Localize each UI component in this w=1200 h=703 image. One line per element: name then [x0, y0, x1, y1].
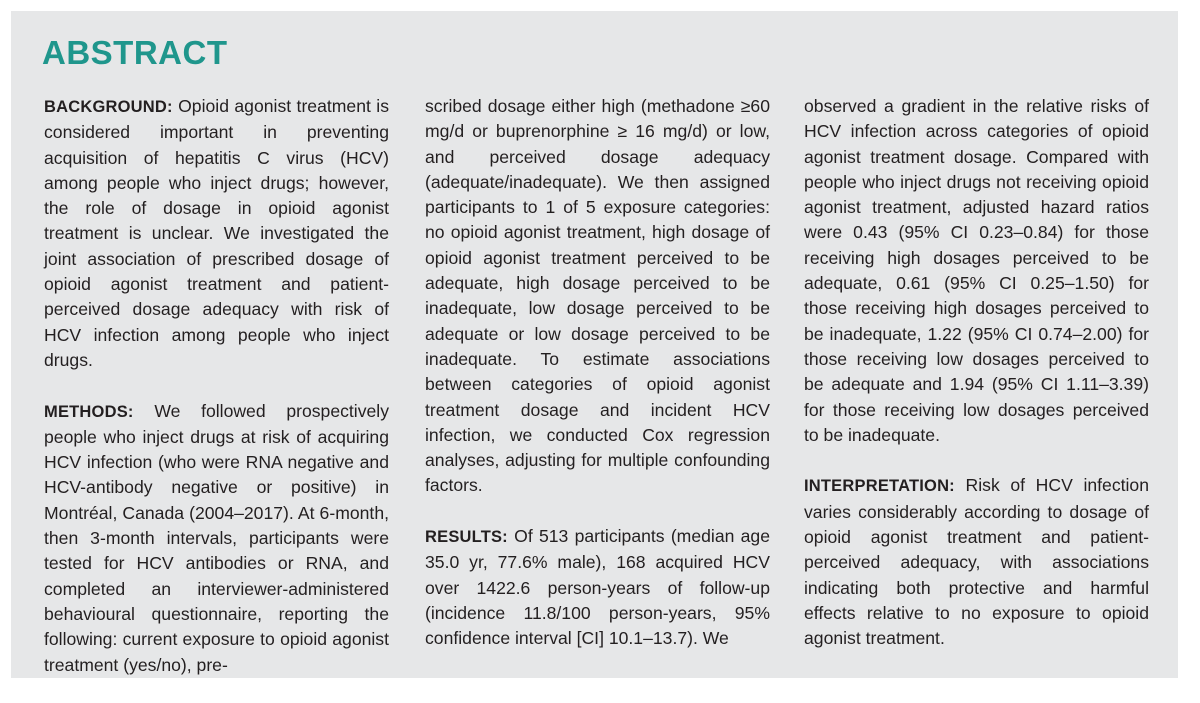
column-2 [425, 94, 770, 677]
column-1 [44, 94, 389, 703]
methods-text-part1: We followed prospectively people who inject drugs at risk of acquiring HCV infection (who were RNA negative and HCV-antibody negative or positive) in Montréal, Canada (2004–2017). At 6-month, then 3-month intervals, participants were tested for HCV antibodies or RNA, and completed an interviewer-administered behavioural questionnaire, reporting the following: current exposure to opioid agonist treatment (yes/no), pre [44, 400, 390, 675]
interpretation-heading: INTERPRETATION: [804, 477, 955, 496]
methods-heading: METHODS: [44, 402, 134, 421]
background-text: Opioid agonist treatment is considered important in preventing acquisition of hepatitis C virus (HCV) among people who inject drugs; however, the role of dosage in opioid agonist treatment is unclear. We investigated the joint association of prescribed dosage of opioid agonist treatment and patient-perceived dosage adequacy with risk of HCV infection among people who inject drugs. [44, 96, 389, 370]
interpretation-text: Risk of HCV infection varies considerably according to dosage of opioid agonist treatment and patient-perceived adequacy, with associations indicating both protective and harmful effects relative to no exposure to opioid agonist treatment. [804, 475, 1149, 649]
methods-paragraph: METHODS: We followed prospectively people who inject drugs at risk of acquiring HCV infection (who were RNA negative and HCV-antibody negative or positive) in Montréal, Canada (2004–2017). At 6-month, then 3-month intervals, participants were tested for HCV antibodies or RNA, and completed an interviewer-administered behavioural questionnaire, reporting the following: current exposure to opioid agonist treatment (yes/no), pre- [44, 400, 390, 675]
results-heading: RESULTS: [425, 528, 508, 547]
interpretation-paragraph [804, 473, 1149, 651]
abstract-panel [11, 11, 1178, 678]
column-3 [804, 94, 1149, 677]
methods-text-part2: scribed dosage either high (methadone ≥60 mg/d or buprenorphine ≥ 16 mg/d) or low, and perceived dosage adequacy (adequate/inadequate). We then assigned participants to 1 of 5 exposure categories: no opioid agonist treatment, high dosage of opioid agonist treatment perceived to be adequate, high dosage perceived to be inadequate, low dosage perceived to be adequate or low dosage perceived to be inadequate. To estimate associations between categories of opioid agonist treatment dosage and incident HCV infection, we conducted Cox regression analyses, adjusting for multiple confounding factors. [425, 96, 770, 496]
results-text-part2: observed a gradient in the relative risks of HCV infection across categories of opioid agonist treatment dosage. Compared with people who inject drugs not receiving opioid agonist treatment, adjusted hazard ratios were 0.43 (95% CI 0.23–0.84) for those receiving high dosages perceived to be adequate, 0.61 (95% CI 0.25–1.50) for those receiving high dosages perceived to be inadequate, 1.22 (95% CI 0.74–2.00) for those receiving low dosages perceived to be adequate and 1.94 (95% CI 1.11–3.39) for those receiving low dosages perceived to be inadequate. [804, 96, 1149, 445]
results-text-part1: Of 513 participants (median age 35.0 yr, 77.6% male), 168 acquired HCV over 1422.6 person-years of follow-up (incidence 11.8/100 person-years, 95% confidence interval [CI] 10.1–13.7). We [425, 526, 770, 649]
background-heading: BACKGROUND: [44, 98, 173, 116]
results-continued [804, 94, 1149, 448]
abstract-title: ABSTRACT [42, 34, 228, 71]
background-paragraph [44, 94, 389, 373]
results-paragraph [425, 524, 770, 651]
methods-continued [425, 94, 770, 499]
